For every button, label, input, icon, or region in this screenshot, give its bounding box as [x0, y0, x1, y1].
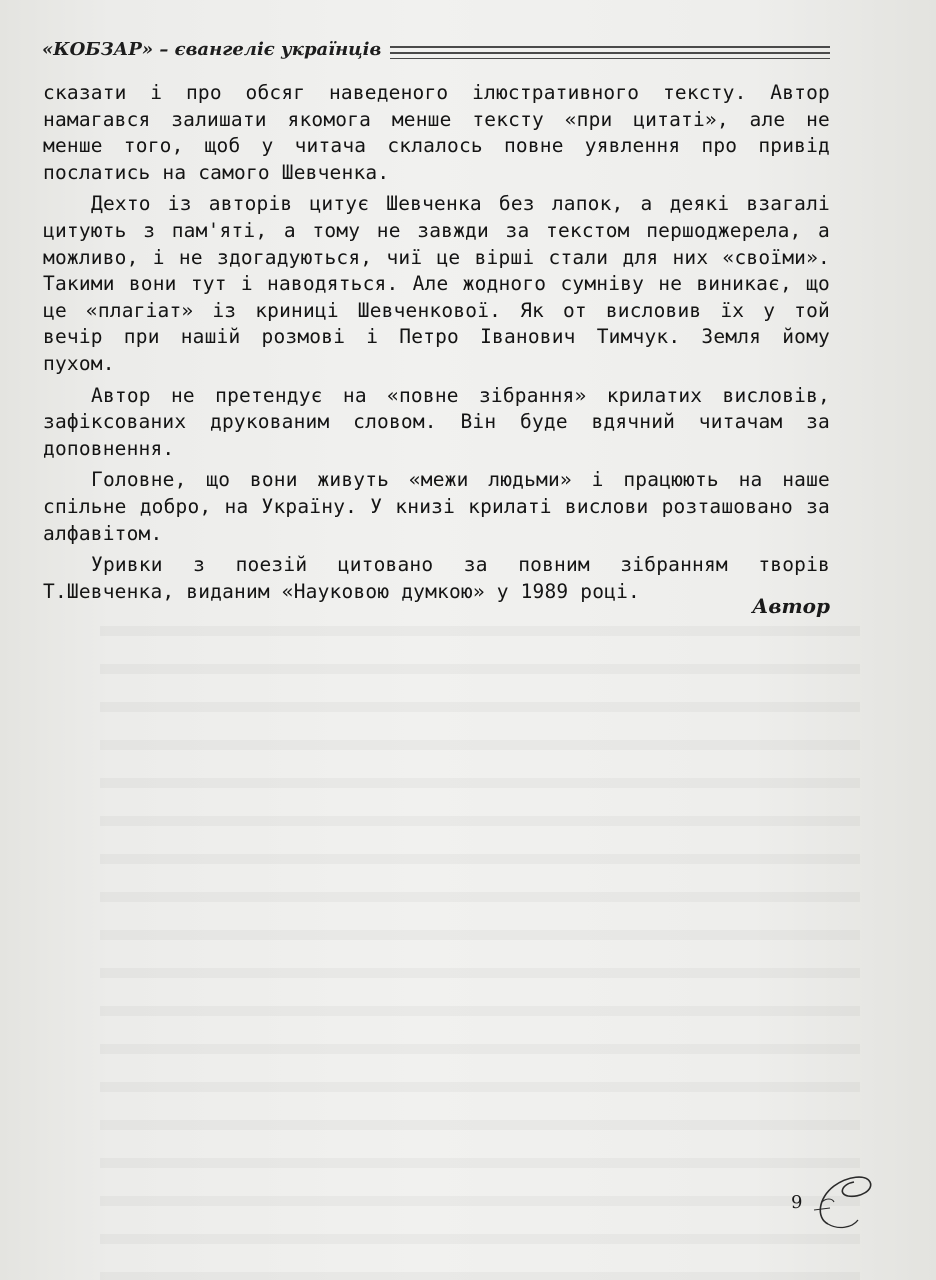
header-rule [390, 58, 830, 59]
paragraph: Дехто із авторів цитує Шевченка без лапок, а деякі взагалі цитують з пам'яті, а тому не завжди за текстом першоджерела, а можливо, і не здогадуються, чиї це вірші стали для них «своїми». Такими вони тут і наводяться. Але жодного сумніву не виникає, що це «плагіат» із криниці Шевченкової. Як от висловив їх у той вечір при нашій розмові і Петро Іванович Тимчук. Земля йому пухом. [43, 192, 830, 375]
page-number: 9 [791, 1192, 803, 1213]
running-header-title: «КОБЗАР» – євангеліє українців [42, 39, 382, 60]
header-rule [390, 52, 830, 54]
author-signature: Автор [752, 594, 830, 618]
show-through-texture [100, 600, 860, 1280]
header-rule [390, 46, 830, 48]
paragraph: Уривки з поезій цитовано за повним зібранням творів Т.Шевченка, виданим «Науковою думкою» у 1989 році. [43, 553, 830, 603]
paragraph: Автор не претендує на «повне зібрання» крилатих висловів, зафіксованих друкованим словом. Він буде вдячний читачам за доповнення. [43, 383, 830, 460]
paragraph: Головне, що вони живуть «межи людьми» і працюють на наше спільне добро, на Україну. У книзі крилаті вислови розташовано за алфавітом. [43, 468, 830, 545]
running-header [30, 34, 830, 66]
paragraph: сказати і про обсяг наведеного ілюстративного тексту. Автор намагався залишати якомога менше тексту «при цитаті», але не менше того, щоб у читача склалось повне уявлення про привід послатись на самого Шевченка. [43, 81, 830, 184]
body-text [43, 80, 830, 610]
flourish-ornament-icon [808, 1168, 878, 1236]
